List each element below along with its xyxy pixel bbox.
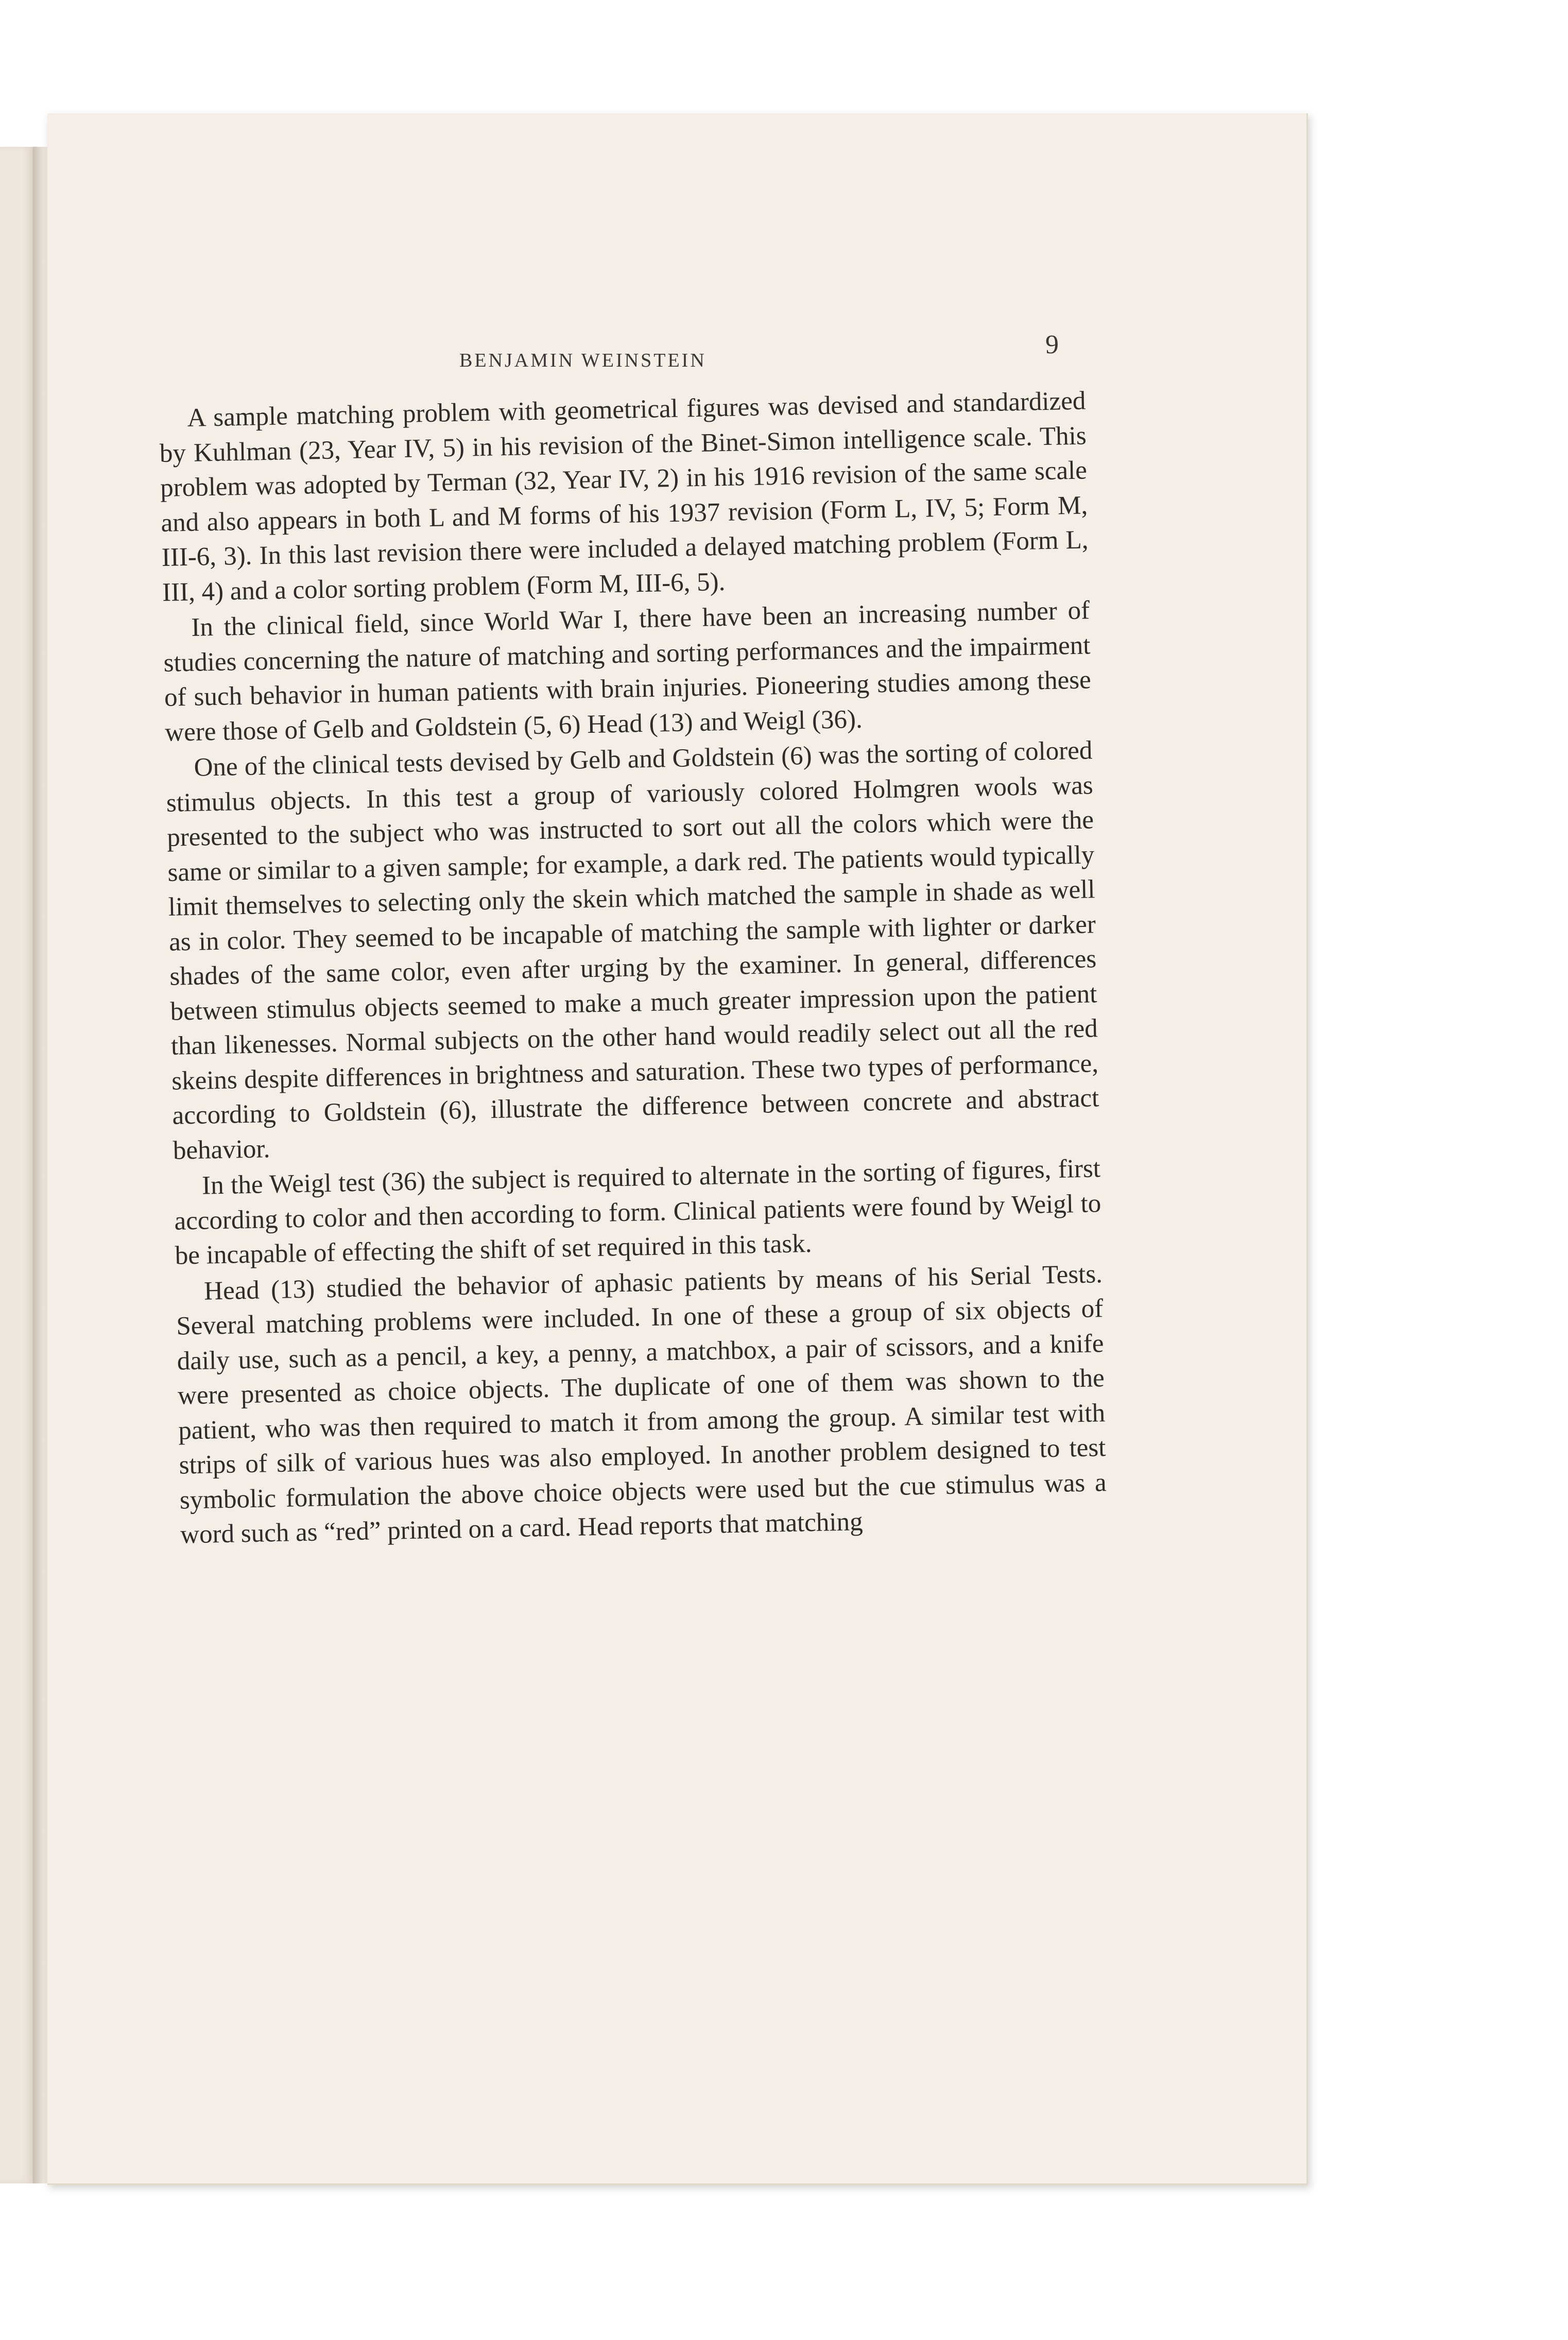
paragraph: In the clinical field, since World War I, there have been an increasing number of studies concerning the nature of matching and sorting performances and the impairment of such behavior in human patients with brain injuries. Pioneering studies among these were those of Gelb and Goldstein (5, 6) Head (13) and Weigl (36). — [163, 596, 1092, 747]
book-gutter — [33, 147, 48, 2183]
left-page-edge — [0, 147, 33, 2183]
body-text — [159, 384, 1108, 1553]
running-head: BENJAMIN WEINSTEIN — [459, 350, 707, 371]
paragraph: Head (13) studied the behavior of aphasic patients by means of his Serial Tests. Several matching problems were included. In one of these a group of six objects of daily use, such as a pencil, a key, a penny, a matchbox, a pair of scissors, and a knife were presented as choice objects. The duplicate of one of them was shown to the patient, who was then required to match it from among the group. A similar test with strips of silk of various hues was also employed. In another problem designed to test symbolic formulation the above choice objects were used but the cue stimulus was a word such as “red” printed on a card. Head reports that matching — [176, 1259, 1107, 1550]
paragraph: In the Weigl test (36) the subject is required to alternate in the sorting of figures, first according to color and then according to form. Clinical patients were found by Weigl to be incapable of effecting the shift of set required in this task. — [174, 1154, 1101, 1270]
paragraph: A sample matching problem with geometrical figures was devised and standardized by Kuhlman (23, Year IV, 5) in his revision of the Binet-Simon intelligence scale. This problem was adopted by Terman (32, Year IV, 2) in his 1916 revision of the same scale and also appears in both L and M forms of his 1937 revision (Form L, IV, 5; Form M, III-6, 3). In this last revision there were included a delayed matching problem (Form L, III, 4) and a color sorting problem (Form M, III-6, 5). — [159, 386, 1089, 607]
paragraph: One of the clinical tests devised by Gelb and Goldstein (6) was the sorting of colored stimulus objects. In this test a group of variously colored Holmgren wools was presented to the subject who was instructed to sort out all the colors which were the same or similar to a given sample; for example, a dark red. The patients would typically limit themselves to selecting only the skein which matched the sample in shade as well as in color. They seemed to be incapable of matching the sample with lighter or darker shades of the same color, even after urging by the examiner. In general, differences between stimulus objects seemed to make a much greater impression upon the patient than likenesses. Normal subjects on the other hand would readily select out all the red skeins despite differences in brightness and saturation. These two types of performance, according to Goldstein (6), illustrate the difference between concrete and abstract behavior. — [166, 736, 1099, 1165]
page-number: 9 — [1045, 330, 1059, 359]
book-page — [47, 113, 1308, 2185]
